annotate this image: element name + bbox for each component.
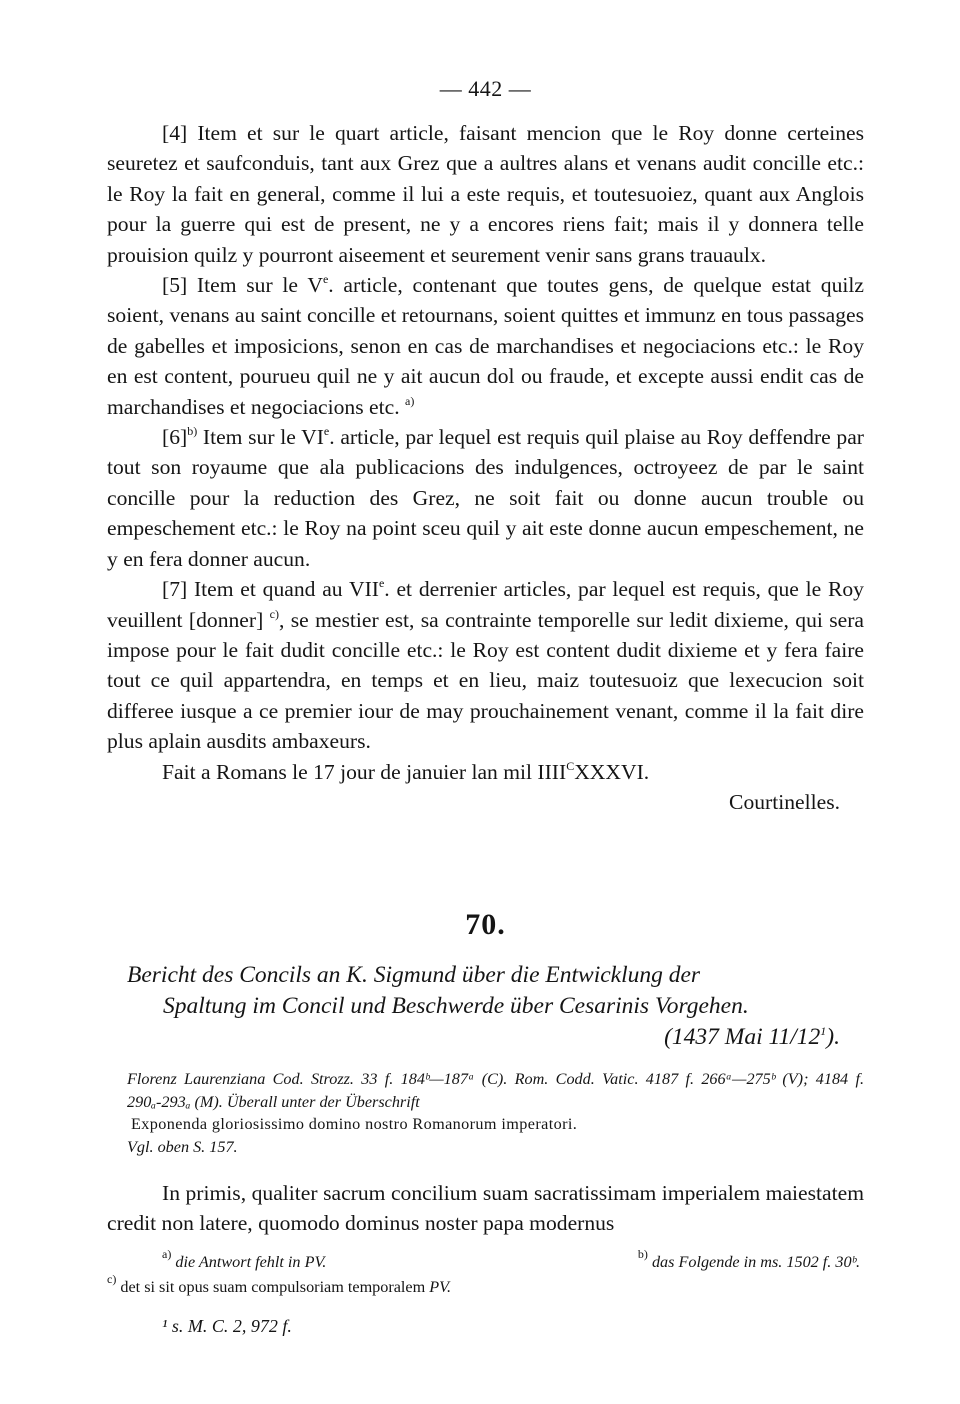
title-line-1: Bericht des Concils an K. Sigmund über die Entwicklung der: [127, 962, 701, 988]
paragraph-7-mid: . et derrenier articles, par lequel est requis, que le Roy veuillent [donner]: [107, 577, 864, 632]
dating-text: Fait a Romans le 17 jour de januier lan mil IIII: [162, 759, 567, 784]
document-paragraph: In primis, qualiter sacrum concilium suam sacratissimam imperialem maiestatem credit non latere, quomodo dominus noster papa modernus: [107, 1181, 864, 1236]
footnote-ref-c: c): [269, 606, 279, 621]
paragraph-7-start: [7] Item et quand au VII: [162, 577, 379, 602]
footnote-c-sigla: PV.: [429, 1278, 451, 1296]
footnote-ref-b: b): [187, 424, 198, 439]
main-text: [107, 118, 864, 817]
footnote-c-mark: c): [107, 1272, 117, 1286]
paragraph-5-text: . article, contenant que toutes gens, de quelque estat quilz soient, venans au saint concille et retournans, soient quittes et immunz en tous passages de gabelles et imposicions, senon en cas de marchandises et negociacions etc.: le Roy en est content, pourueu quil ne y ait aucun dol ou fraude, et excepte aussi endit cas de marchandises et negociacions etc.: [107, 273, 864, 419]
page-number: — 442 —: [439, 76, 532, 101]
paragraph-7-text: , se mestier est, sa contrainte temporelle sur ledit dixieme, qui sera impose pour le fait dudit concille etc.: le Roy est content dudit dixieme et y fera faire tout ce quil appartendra, en temps et en lieu, maiz toutesuoiz que lexecucion soit differee iusque a ce premier iour de may prouchainement venant, comme il la fait dire plus aplain ausdits ambaxeurs.: [107, 607, 864, 754]
footnotes: [107, 1247, 864, 1300]
document-title: [127, 960, 864, 1053]
document-number: 70.: [465, 908, 506, 941]
superscript: e: [323, 424, 330, 439]
title-line-2: Spaltung im Concil und Beschwerde über Cesarinis Vorgehen.: [163, 993, 749, 1019]
footnote-row: [107, 1247, 864, 1275]
paragraph-7: [107, 574, 864, 756]
footnote-b-text: das Folgende in ms. 1502 f. 30ᵇ.: [647, 1253, 860, 1271]
superscript: C: [566, 758, 575, 773]
paragraph-5: [107, 270, 864, 422]
paragraph-4: [4] Item et sur le quart article, faisant mencion que le Roy donne certeines seuretez et saufconduis, tant aux Grez que a aultres alans et venans audit concille etc.: le Roy la fait en general, comme il lui a este requis, et toutesuoiez, quant aux Anglois pour la guerre qui est de present, ne y a encores riens fait; mais il y donnera telle prouision quilz y pourront aiseement et seurement venir sans grans trauaulx.: [107, 121, 864, 267]
superscript: e: [322, 272, 329, 287]
footnote-ref-1: 1: [820, 1024, 827, 1038]
footnote-ref-a: a): [405, 393, 415, 408]
superscript: e: [378, 576, 385, 591]
footnote-a-mark: a): [162, 1247, 172, 1261]
source-notes: [127, 1068, 864, 1158]
source-reference: Vgl. oben S. 157.: [127, 1137, 238, 1156]
paragraph-5-prefix: [5] Item sur le V: [162, 273, 323, 298]
title-date-text: (1437 Mai 11/12: [664, 1024, 821, 1050]
source-manuscripts: Florenz Laurenziana Cod. Strozz. 33 f. 184ᵇ—187ᵃ (C). Rom. Codd. Vatic. 4187 f. 266ᵃ—275ᵇ (V); 4184 f. 290ₐ-293ₐ (M). Überall unter der Überschrift: [127, 1070, 864, 1111]
paragraph-6-start: Item sur le VI: [197, 425, 324, 450]
title-date: [127, 1022, 864, 1053]
footnote-a-text: die Antwort fehlt in PV.: [171, 1253, 327, 1271]
footnote-1: ¹ s. M. C. 2, 972 f.: [162, 1316, 292, 1336]
paragraph-6: [107, 422, 864, 574]
paragraph-6-text: . article, par lequel est requis quil plaise au Roy deffendre par tout son royaume que ala publicacions des indulgences, octroyeez de par le saint concille pour la reduction des Grez, ne soit fait ou donne aucun trouble ou empeschement etc.: le Roy na point sceu quil y ait este donne aucun empeschement, ne y en fera donner aucun.: [107, 425, 864, 571]
document-text: [107, 1178, 864, 1239]
footnote-a: [107, 1247, 502, 1275]
dating-line: [107, 757, 864, 787]
title-date-end: ).: [826, 1024, 840, 1050]
footnote-b-mark: b): [637, 1247, 648, 1261]
footnote-c-text: det si sit opus suam compulsoriam temporalem: [116, 1278, 430, 1296]
footnote-c: [107, 1272, 864, 1300]
signature: Courtinelles.: [729, 789, 840, 814]
dating-year: XXXVI.: [574, 759, 650, 784]
source-heading: Exponenda gloriosissimo domino nostro Romanorum imperatori.: [131, 1115, 578, 1133]
paragraph-6-prefix: [6]: [162, 425, 188, 450]
footnote-b: [502, 1247, 864, 1275]
